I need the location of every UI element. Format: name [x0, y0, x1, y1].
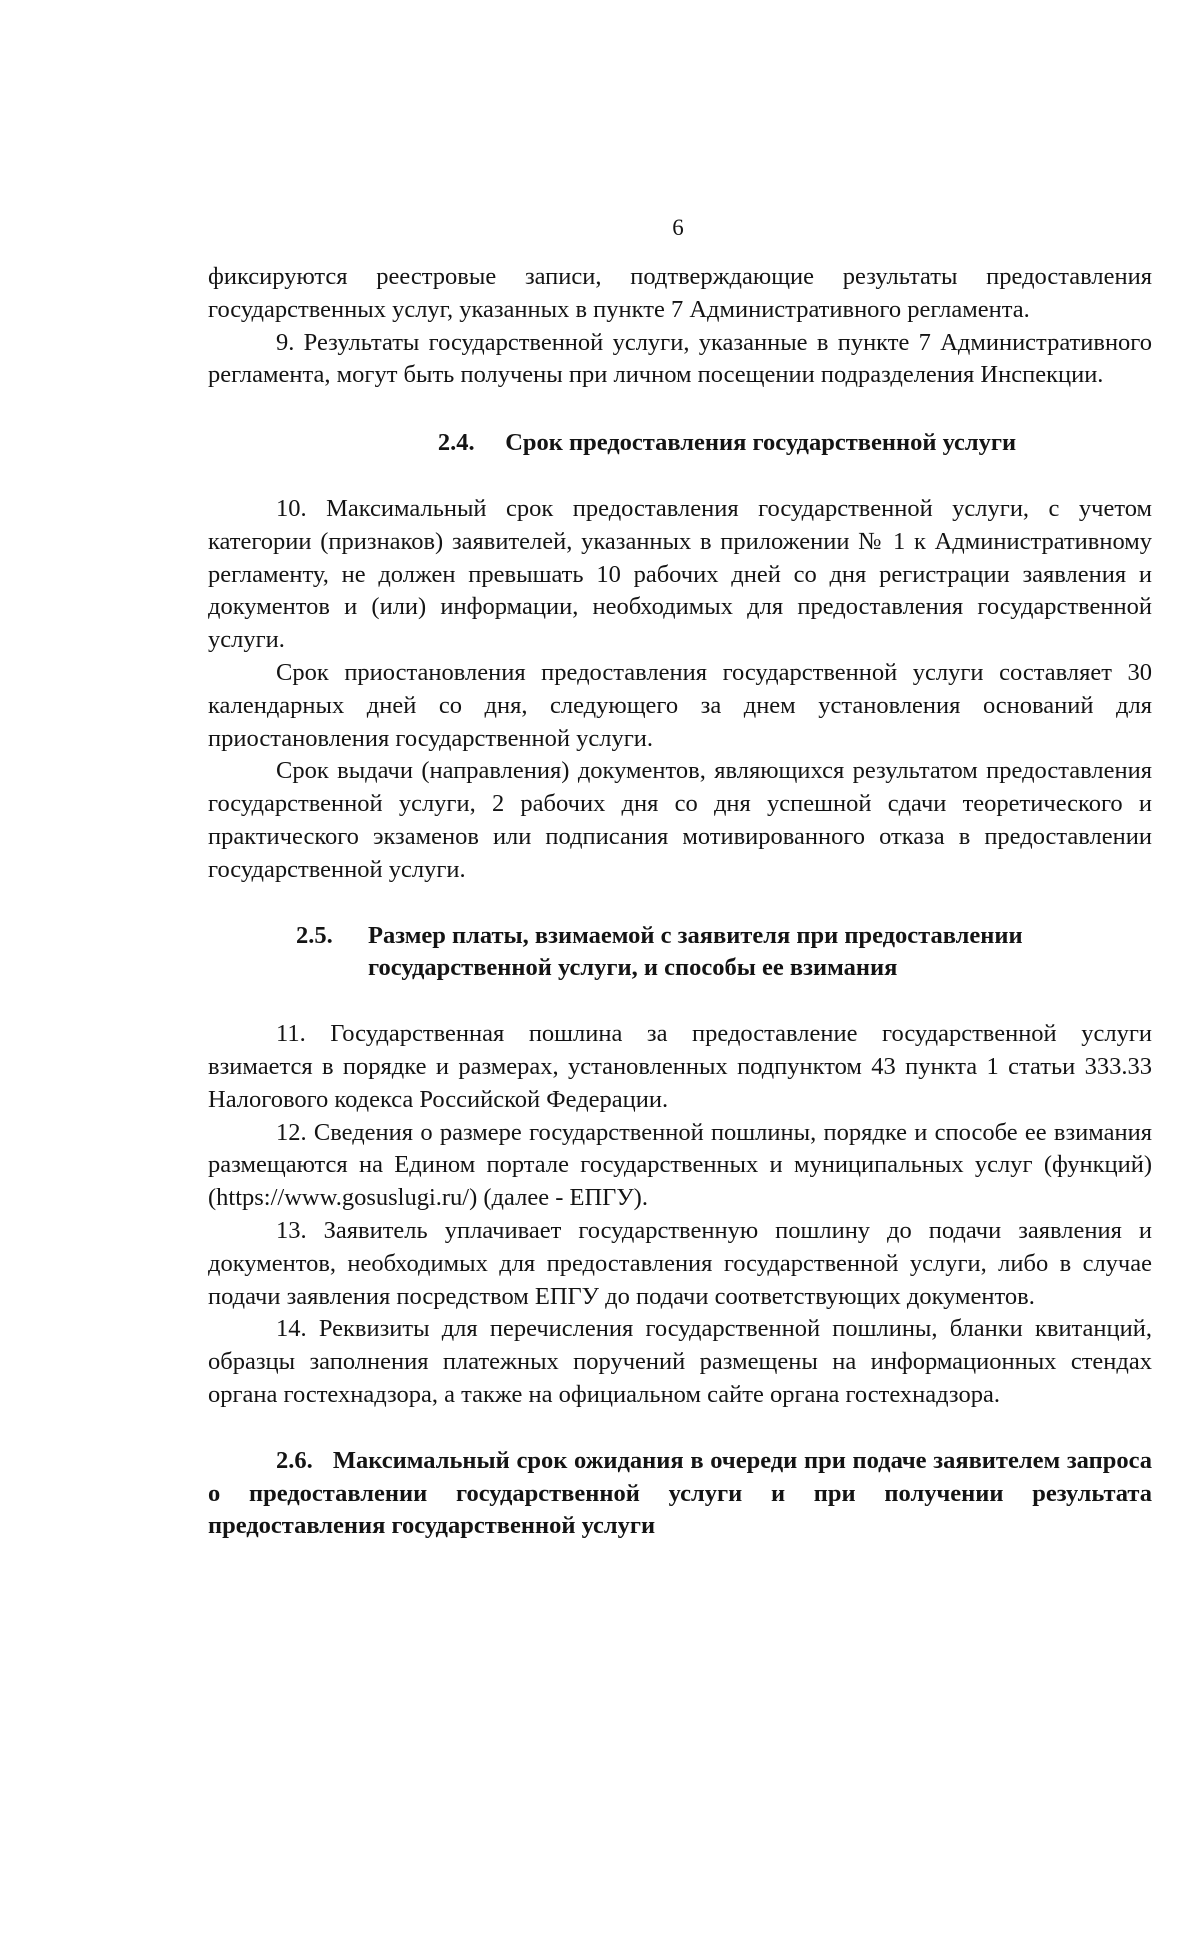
document-body [208, 261, 1152, 1543]
section-heading-2-5 [208, 920, 1152, 986]
section-number: 2.4. [437, 429, 475, 457]
paragraph-13: 13. Заявитель уплачивает государственную пошлину до подачи заявления и документов, необходимых для предоставления государственной услуги, либо в случае подачи заявления посредством ЕПГУ до подачи соответствующих документов. [208, 1216, 1152, 1310]
section-title: Размер платы, взимаемой с заявителя при предоставлении государственной услуги, и способы ее взимания [368, 921, 1023, 982]
paragraph-9: 9. Результаты государственной услуги, указанные в пункте 7 Административного регламента, могут быть получены при личном посещении подразделения Инспекции. [208, 328, 1152, 389]
paragraph-11: 11. Государственная пошлина за предоставление государственной услуги взимается в порядке и размерах, установленных подпунктом 43 пункта 1 статьи 333.33 Налогового кодекса Российской Федерации. [208, 1020, 1152, 1113]
paragraph-12: 12. Сведения о размере государственной пошлины, порядке и способе ее взимания размещаются на Едином портале государственных и муниципальных услуг (функций) (https://www.gosuslugi.ru/) (далее - ЕПГУ). [208, 1118, 1152, 1212]
page-number: 6 [672, 215, 684, 240]
section-number: 2.6. [276, 1446, 327, 1474]
paragraph-suspension-term: Срок приостановления предоставления государственной услуги составляет 30 календарных дней со дня, следующего за днем установления оснований для приостановления государственной услуги. [208, 658, 1152, 752]
paragraph-10: 10. Максимальный срок предоставления государственной услуги, с учетом категории (признаков) заявителей, указанных в приложении № 1 к Административному регламенту, не должен превышать 10 рабочих дней со дня регистрации заявления и документов и (или) информации, необходимых для предоставления государственной услуги. [208, 494, 1152, 654]
paragraph-continuation: фиксируются реестровые записи, подтверждающие результаты предоставления государственных услуг, указанных в пункте 7 Административного регламента. [208, 263, 1152, 323]
paragraph-issue-term: Срок выдачи (направления) документов, являющихся результатом предоставления государственной услуги, 2 рабочих дня со дня успешной сдачи теоретического и практического экзаменов или подписания мотивированного отказа в предоставлении государственной услуги. [208, 757, 1152, 883]
section-heading-2-4 [208, 427, 1152, 460]
section-title: Максимальный срок ожидания в очереди при подаче заявителем запроса о предоставлении государственной услуги и при получении результата предоставления государственной услуги [208, 1446, 1153, 1540]
section-title: Срок предоставления государственной услуги [505, 429, 1017, 457]
paragraph-14: 14. Реквизиты для перечисления государственной пошлины, бланки квитанций, образцы заполнения платежных поручений размещены на информационных стендах органа гостехнадзора, а также на официальном сайте органа гостехнадзора. [208, 1315, 1152, 1408]
section-heading-2-6 [208, 1445, 1152, 1543]
section-number: 2.5. [296, 921, 333, 949]
